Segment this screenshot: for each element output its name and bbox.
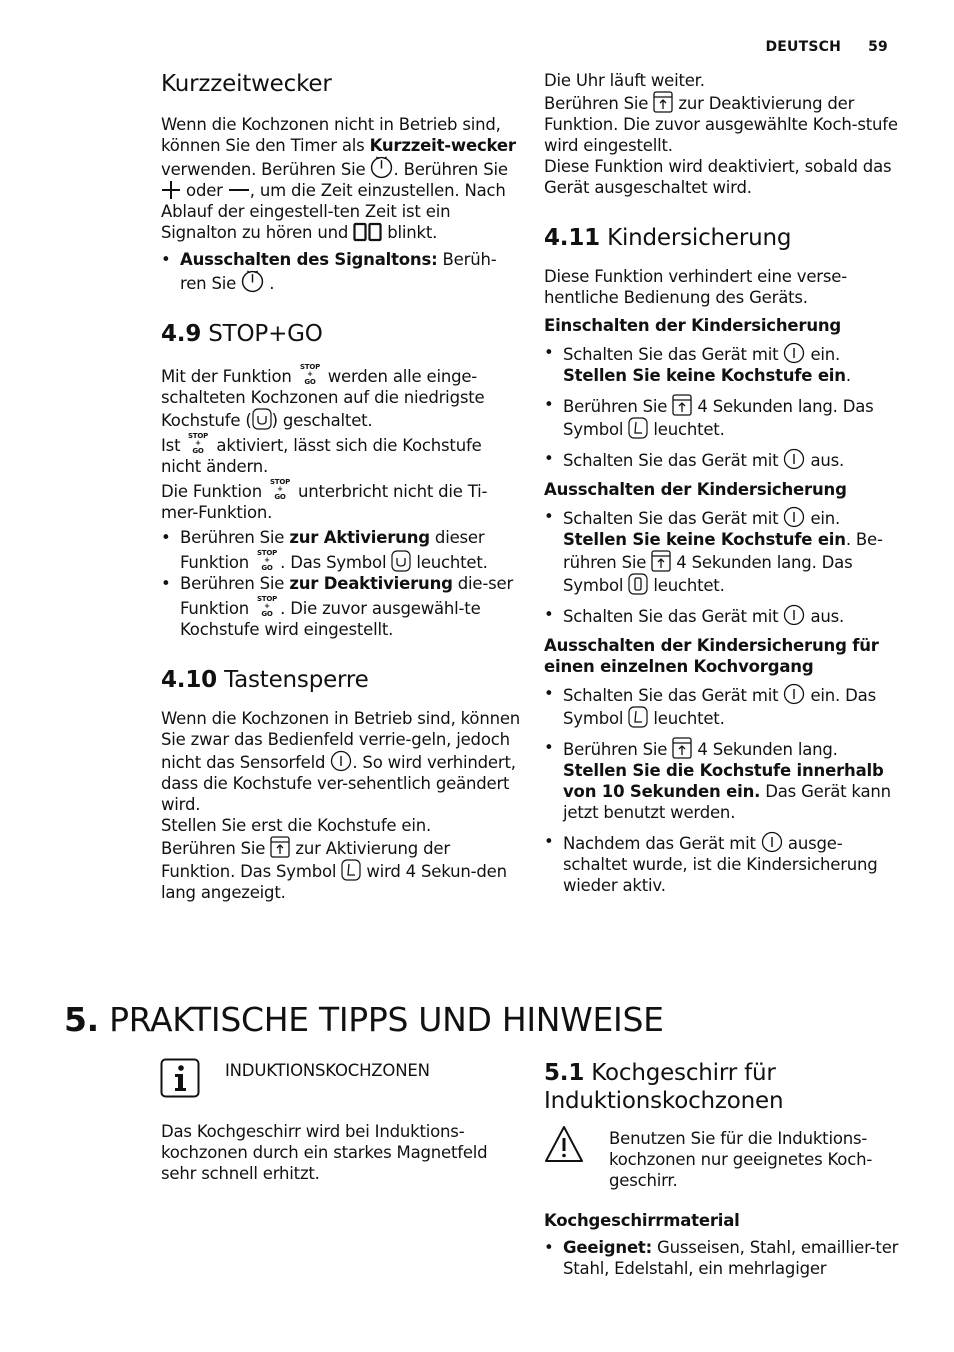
symbol-l-icon xyxy=(628,417,648,439)
power-icon xyxy=(330,750,352,772)
info-icon xyxy=(160,1058,200,1102)
list-item: • Geeignet: Gusseisen, Stahl, emaillier-ter Stahl, Edelstahl, ein mehrlagiger xyxy=(544,1237,904,1279)
power-icon xyxy=(761,831,783,853)
minus-icon xyxy=(228,180,250,200)
info-label-box xyxy=(225,1060,525,1081)
svg-text:STOP: STOP xyxy=(269,478,291,486)
tastensperre-text-2: Stellen Sie erst die Kochstufe ein. xyxy=(161,816,432,835)
section-5-1-heading: 5.1 Kochgeschirr für Induktionskochzonen xyxy=(544,1060,784,1114)
power-icon xyxy=(783,342,805,364)
info-label: INDUKTIONSKOCHZONEN xyxy=(225,1061,430,1080)
material-section xyxy=(544,1210,904,1279)
svg-text:STOP: STOP xyxy=(257,595,278,603)
svg-text:+: + xyxy=(195,439,202,447)
level-u-icon xyxy=(391,550,411,572)
level-u-icon xyxy=(252,408,272,430)
display-00-icon xyxy=(353,222,382,242)
einschalten-heading: Einschalten der Kindersicherung xyxy=(544,316,842,335)
tastensperre-text-3: Berühren Sie zur Aktivierung der Funktion. Das Symbol wird 4 Sekun-den lang angezeigt. xyxy=(161,836,521,903)
kurzzeitwecker-text: Wenn die Kochzonen nicht in Betrieb sind, können Sie den Timer als Kurzzeit-wecker verwenden. Berühren Sie . Berühren Sie oder , um die Zeit einzustellen. Nach Ablauf der eingestell-ten Zeit ist ein Signalton zu hören und blinkt. xyxy=(161,115,516,242)
list-item: • Schalten Sie das Gerät mit aus. xyxy=(544,604,904,627)
svg-text:STOP: STOP xyxy=(299,363,320,371)
tastensperre-text-6: Diese Funktion wird deaktiviert, sobald das Gerät ausgeschaltet wird. xyxy=(544,157,892,197)
stopgo-list xyxy=(161,527,521,640)
einschalten-list xyxy=(544,342,904,471)
stop-go-icon xyxy=(267,477,293,501)
warning-text: Benutzen Sie für die Induktions-kochzonen nur geeignetes Koch-geschirr. xyxy=(609,1129,873,1190)
power-icon xyxy=(783,506,805,528)
section-5-1 xyxy=(544,1059,904,1115)
lock-key-icon xyxy=(270,836,290,858)
stopgo-text-3: Die Funktion STOP + GO unterbricht nicht die Ti-mer-Funktion. xyxy=(161,478,488,522)
einzeln-list xyxy=(544,683,904,896)
kurzzeitwecker-list xyxy=(161,249,521,294)
svg-text:GO: GO xyxy=(274,493,286,501)
tastensperre-text-1: Wenn die Kochzonen in Betrieb sind, können Sie zwar das Bedienfeld verrie-geln, jedoch nicht das Sensorfeld . So wird verhindert, dass die Kochstufe ver-sehentlich geändert wird. xyxy=(161,709,521,814)
list-item: • Schalten Sie das Gerät mit ein. Stellen Sie keine Kochstufe ein. xyxy=(544,342,904,386)
svg-text:+: + xyxy=(264,556,270,564)
right-column xyxy=(544,70,904,896)
plus-icon xyxy=(161,180,181,200)
power-icon xyxy=(783,683,805,705)
svg-text:GO: GO xyxy=(304,378,316,386)
header-language: DEUTSCH xyxy=(765,39,842,55)
svg-text:STOP: STOP xyxy=(188,432,209,440)
svg-text:GO: GO xyxy=(192,447,205,455)
stopgo-text-1: Mit der Funktion STOP + GO werden alle einge-schalteten Kochzonen auf die niedrigste Kochstufe ( ) geschaltet. xyxy=(161,363,485,430)
ausschalten-heading: Ausschalten der Kindersicherung xyxy=(544,480,847,499)
kurzzeitwecker-title: Kurzzeitwecker xyxy=(161,71,332,97)
power-icon xyxy=(783,448,805,470)
info-text: Das Kochgeschirr wird bei Induktions-kochzonen durch ein starkes Magnetfeld sehr schnell erhitzt. xyxy=(161,1122,488,1183)
list-item: • Ausschalten des Signaltons: Berüh-ren Sie . xyxy=(161,249,521,294)
svg-text:GO: GO xyxy=(261,610,273,618)
left-column xyxy=(161,70,521,903)
warning-text-box xyxy=(609,1128,904,1191)
svg-text:GO: GO xyxy=(261,564,273,572)
chapter-5-heading: 5. PRAKTISCHE TIPPS UND HINWEISE xyxy=(64,1000,664,1039)
timer-icon xyxy=(241,270,264,293)
stop-go-icon xyxy=(254,548,280,572)
ausschalten-list xyxy=(544,506,904,627)
list-item: • Berühren Sie zur Deaktivierung die-ser Funktion STOP + GO . Die zuvor ausgewähl-te Kochstufe wird eingestellt. xyxy=(161,573,521,640)
list-item: • Nachdem das Gerät mit ausge-schaltet wurde, ist die Kindersicherung wieder aktiv. xyxy=(544,831,904,896)
stopgo-heading: 4.9 STOP+GO xyxy=(161,321,323,347)
symbol-l-icon xyxy=(341,859,361,881)
stop-go-icon xyxy=(254,594,280,618)
symbol-zero-icon xyxy=(628,573,648,595)
page-header xyxy=(743,39,888,55)
list-item: • Berühren Sie 4 Sekunden lang. Stellen Sie die Kochstufe innerhalb von 10 Sekunden ein. Das Gerät kann jetzt benutzt werden. xyxy=(544,737,904,823)
info-text-box xyxy=(161,1121,521,1184)
tastensperre-text-5: Berühren Sie zur Deaktivierung der Funktion. Die zuvor ausgewählte Koch-stufe wird eingestellt. xyxy=(544,91,904,156)
kindersicherung-intro: Diese Funktion verhindert eine verse-hentliche Bedienung des Geräts. xyxy=(544,267,847,307)
tastensperre-text-4: Die Uhr läuft weiter. xyxy=(544,71,705,90)
einzeln-heading: Ausschalten der Kindersicherung für einen einzelnen Kochvorgang xyxy=(544,636,879,676)
lock-key-icon xyxy=(672,394,692,416)
warning-icon xyxy=(544,1124,584,1168)
lock-key-icon xyxy=(653,91,673,113)
material-list xyxy=(544,1237,904,1279)
kindersicherung-heading: 4.11 Kindersicherung xyxy=(544,225,792,251)
stop-go-icon xyxy=(297,362,323,386)
list-item: • Schalten Sie das Gerät mit ein. Das Symbol leuchtet. xyxy=(544,683,904,729)
stopgo-text-2: Ist STOP + GO aktiviert, lässt sich die Kochstufe nicht ändern. xyxy=(161,432,482,476)
svg-text:STOP: STOP xyxy=(257,549,278,557)
page-number: 59 xyxy=(868,39,888,55)
list-item: • Schalten Sie das Gerät mit ein. Stellen Sie keine Kochstufe ein. Be-rühren Sie 4 Sekunden lang. Das Symbol leuchtet. xyxy=(544,506,904,596)
tastensperre-heading: 4.10 Tastensperre xyxy=(161,667,369,693)
stop-go-icon xyxy=(185,431,211,455)
list-item: • Berühren Sie 4 Sekunden lang. Das Symbol leuchtet. xyxy=(544,394,904,440)
svg-text:+: + xyxy=(264,602,270,610)
list-item: • Schalten Sie das Gerät mit aus. xyxy=(544,448,904,471)
power-icon xyxy=(783,604,805,626)
material-heading: Kochgeschirrmaterial xyxy=(544,1211,740,1230)
lock-key-icon xyxy=(672,737,692,759)
symbol-l-icon xyxy=(628,706,648,728)
timer-icon xyxy=(370,156,393,179)
list-item: • Berühren Sie zur Aktivierung dieser Funktion STOP + GO . Das Symbol leuchtet. xyxy=(161,527,521,573)
svg-text:+: + xyxy=(277,485,283,493)
svg-text:+: + xyxy=(306,370,313,378)
lock-key-icon xyxy=(651,550,671,572)
